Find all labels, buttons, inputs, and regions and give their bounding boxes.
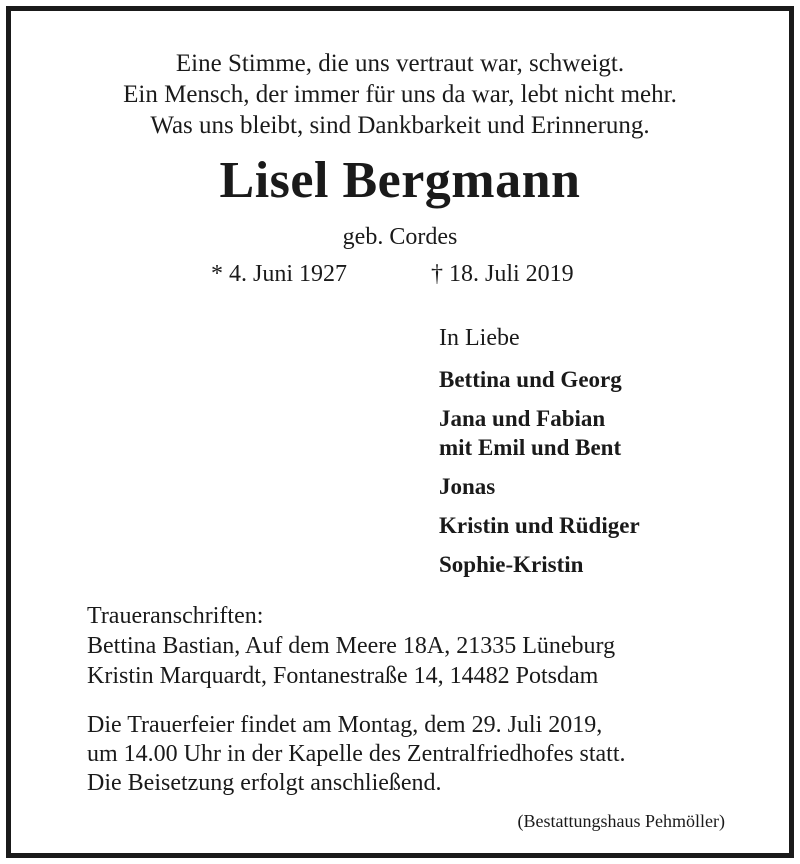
verse-line-3: Was uns bleibt, sind Dankbarkeit und Erinnerung. (150, 112, 650, 139)
service-line: Die Beisetzung erfolgt anschließend. (87, 770, 442, 796)
verse-line-1: Eine Stimme, die uns vertraut war, schweigt. (175, 50, 625, 77)
address-heading: Traueranschriften: (87, 603, 264, 629)
funeral-service-info (87, 711, 626, 798)
maiden-name: geb. Cordes (342, 224, 458, 250)
death-date: † 18. Juli 2019 (431, 261, 574, 287)
verse (11, 48, 789, 141)
undertaker-credit: (Bestattungshaus Pehmöller) (517, 811, 725, 831)
service-line: um 14.00 Uhr in der Kapelle des Zentralfriedhofes statt. (87, 741, 626, 767)
address-line: Bettina Bastian, Auf dem Meere 18A, 21335 Lüneburg (87, 633, 616, 659)
family-member: Bettina und Georg (439, 367, 622, 392)
family-list (439, 321, 640, 579)
condolence-addresses (87, 601, 615, 691)
family-intro: In Liebe (439, 325, 520, 351)
verse-line-2: Ein Mensch, der immer für uns da war, lebt nicht mehr. (123, 81, 677, 108)
obituary-frame (6, 6, 794, 858)
family-member: Jana und Fabian mit Emil und Bent (439, 406, 622, 460)
deceased-name: Lisel Bergmann (219, 152, 581, 209)
service-line: Die Trauerfeier findet am Montag, dem 29. Juli 2019, (87, 712, 603, 738)
family-member: Jonas (439, 474, 496, 499)
family-member: Sophie-Kristin (439, 552, 584, 577)
address-line: Kristin Marquardt, Fontanestraße 14, 14482 Potsdam (87, 663, 599, 689)
family-member: Kristin und Rüdiger (439, 513, 640, 538)
birth-date: * 4. Juni 1927 (211, 261, 348, 287)
